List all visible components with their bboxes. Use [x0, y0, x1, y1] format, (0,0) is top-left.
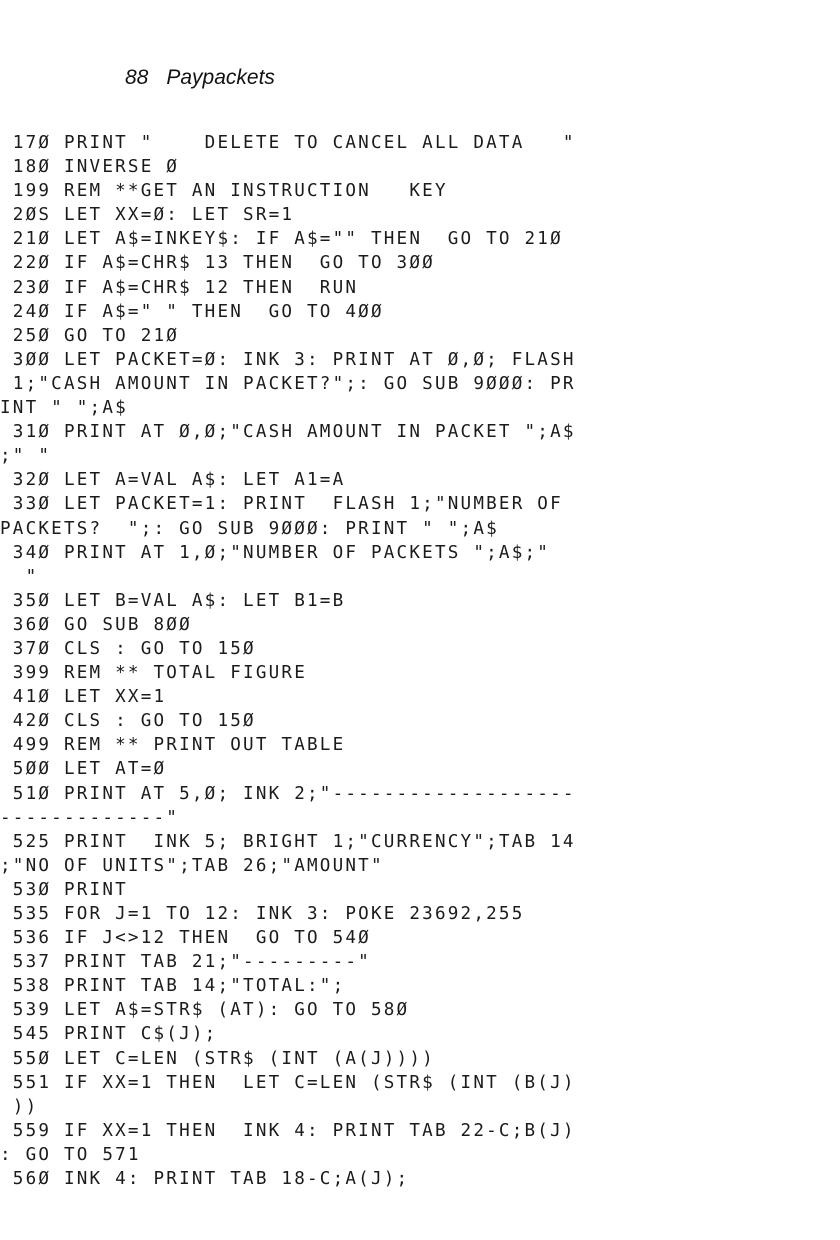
code-line: 1;"CASH AMOUNT IN PACKET?";: GO SUB 9ØØØ: PR	[0, 373, 576, 394]
code-line: 23Ø IF A$=CHR$ 12 THEN RUN	[0, 277, 359, 298]
page-header	[125, 66, 275, 90]
code-line: 51Ø PRINT AT 5,Ø; INK 2;"-------------------	[0, 783, 576, 804]
code-line: 559 IF XX=1 THEN INK 4: PRINT TAB 22-C;B(J)	[0, 1120, 576, 1141]
code-line: 22Ø IF A$=CHR$ 13 THEN GO TO 3ØØ	[0, 253, 435, 274]
code-line: 537 PRINT TAB 21;"---------"	[0, 952, 371, 973]
code-line: 55Ø LET C=LEN (STR$ (INT (A(J))))	[0, 1048, 435, 1069]
code-line: 33Ø LET PACKET=1: PRINT FLASH 1;"NUMBER OF	[0, 494, 563, 515]
page-number: 88	[125, 66, 149, 89]
code-line: 17Ø PRINT " DELETE TO CANCEL ALL DATA "	[0, 133, 576, 153]
code-line: 3ØØ LET PACKET=Ø: INK 3: PRINT AT Ø,Ø; FLASH	[0, 349, 576, 370]
code-line: 399 REM ** TOTAL FIGURE	[0, 663, 308, 684]
code-line: 24Ø IF A$=" " THEN GO TO 4ØØ	[0, 301, 384, 322]
code-line: 18Ø INVERSE Ø	[0, 157, 180, 178]
code-line: : GO TO 571	[0, 1144, 141, 1165]
code-line: 525 PRINT INK 5; BRIGHT 1;"CURRENCY";TAB 14	[0, 831, 576, 852]
code-line: ;" "	[0, 446, 52, 467]
code-line: 34Ø PRINT AT 1,Ø;"NUMBER OF PACKETS ";A$;"	[0, 542, 551, 563]
code-line: 36Ø GO SUB 8ØØ	[0, 614, 192, 635]
code-line: 5ØØ LET AT=Ø	[0, 759, 167, 780]
code-line: ))	[0, 1096, 39, 1117]
code-line: 53Ø PRINT	[0, 879, 128, 900]
code-line: "	[0, 566, 39, 587]
code-line: 32Ø LET A=VAL A$: LET A1=A	[0, 470, 346, 491]
code-line: 199 REM **GET AN INSTRUCTION KEY	[0, 181, 448, 202]
code-line: -------------"	[0, 807, 180, 828]
code-line: 536 IF J<>12 THEN GO TO 54Ø	[0, 928, 371, 949]
code-line: PACKETS? ";: GO SUB 9ØØØ: PRINT " ";A$	[0, 518, 499, 539]
code-line: ;"NO OF UNITS";TAB 26;"AMOUNT"	[0, 855, 384, 876]
code-line: 42Ø CLS : GO TO 15Ø	[0, 711, 256, 732]
code-line: 35Ø LET B=VAL A$: LET B1=B	[0, 590, 346, 611]
code-listing	[0, 131, 840, 1191]
code-line: 41Ø LET XX=1	[0, 687, 167, 708]
code-line: 539 LET A$=STR$ (AT): GO TO 58Ø	[0, 1000, 410, 1021]
code-line: 545 PRINT C$(J);	[0, 1024, 218, 1045]
code-line: 56Ø INK 4: PRINT TAB 18-C;A(J);	[0, 1169, 410, 1190]
code-line: 31Ø PRINT AT Ø,Ø;"CASH AMOUNT IN PACKET ";A$	[0, 422, 576, 443]
code-line: INT " ";A$	[0, 398, 128, 419]
code-line: 37Ø CLS : GO TO 15Ø	[0, 638, 256, 659]
code-line: 2ØS LET XX=Ø: LET SR=1	[0, 205, 295, 226]
code-line: 499 REM ** PRINT OUT TABLE	[0, 735, 346, 756]
code-line: 535 FOR J=1 TO 12: INK 3: POKE 23692,255	[0, 904, 525, 924]
code-line: 538 PRINT TAB 14;"TOTAL:";	[0, 976, 346, 997]
code-line: 25Ø GO TO 21Ø	[0, 325, 180, 346]
page-title: Paypackets	[166, 66, 275, 89]
code-line: 21Ø LET A$=INKEY$: IF A$="" THEN GO TO 21Ø	[0, 229, 563, 250]
code-line: 551 IF XX=1 THEN LET C=LEN (STR$ (INT (B(J)	[0, 1072, 576, 1093]
